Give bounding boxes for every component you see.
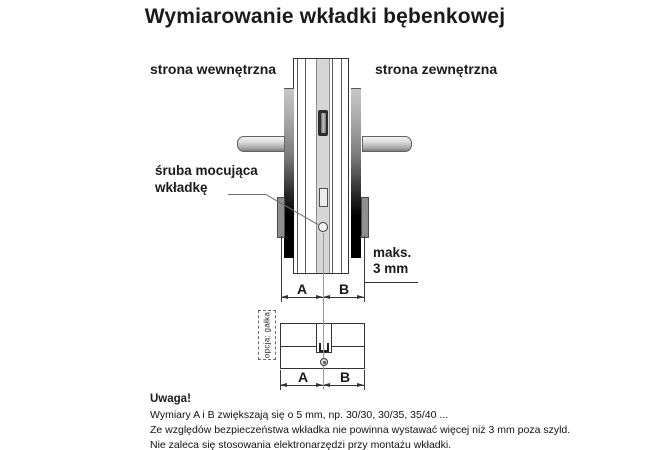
extension-line-bottom-right [364,370,365,390]
cam-notch-inner [319,343,329,352]
max-protrusion-label [373,245,411,277]
escutcheon-right [351,88,361,258]
cam-core [321,113,326,133]
notes-block [150,393,630,450]
max-label-line2: 3 mm [373,261,409,276]
note-line: Nie zaleca się stosowania elektronarzędzi przy montażu wkładki. [150,439,452,450]
side-label-inner: strona wewnętrzna [150,61,277,77]
note-line: Ze względów bezpieczeństwa wkładka nie powinna wystawać więcej niż 3 mm poza szyld. [150,424,571,436]
door-layer-line [332,59,333,273]
page-title: Wymiarowanie wkładki bębenkowej [144,5,506,28]
dimension-a-bottom-label: A [297,369,309,385]
dimension-b-label: B [338,281,350,297]
cylinder-screw [320,358,328,366]
screw-label [155,162,258,196]
escutcheon-tab-right [361,197,369,238]
screw-label-line2: wkładkę [155,180,208,195]
side-label-outer: strona zewnętrzna [375,61,498,77]
cylinder-keyway [319,188,328,207]
notes-heading: Uwaga! [150,393,191,405]
spindle-right [362,136,412,152]
dimension-b [323,297,364,298]
escutcheon-left [284,88,294,258]
spindle-left [237,136,285,152]
max-label-line1: maks. [373,245,412,260]
knob-option-box [258,310,276,360]
screw-label-line1: śruba mocująca [155,163,258,178]
center-line [323,233,324,390]
fixing-screw [318,222,328,232]
dimension-b-bottom-label: B [339,369,351,385]
door-layer-line [305,59,306,273]
knob-option-label: opcja: gałka [262,311,272,359]
max-protrusion-pointer [364,282,418,283]
dimension-b-bottom [323,385,364,386]
dimension-a-bottom [280,385,323,386]
door-cross-section [293,58,349,274]
extension-line-bottom-left [280,370,281,390]
cylinder-cam-icon [318,110,328,136]
extension-line-left [281,236,282,302]
note-line: Wymiary A i B zwiększają się o 5 mm, np. 30/30, 30/35, 35/40 ... [150,409,449,421]
door-layer-line [297,59,298,273]
extension-line-right [364,236,365,302]
door-layer-line [341,59,342,273]
dimension-a [281,297,323,298]
dimension-a-label: A [296,281,308,297]
